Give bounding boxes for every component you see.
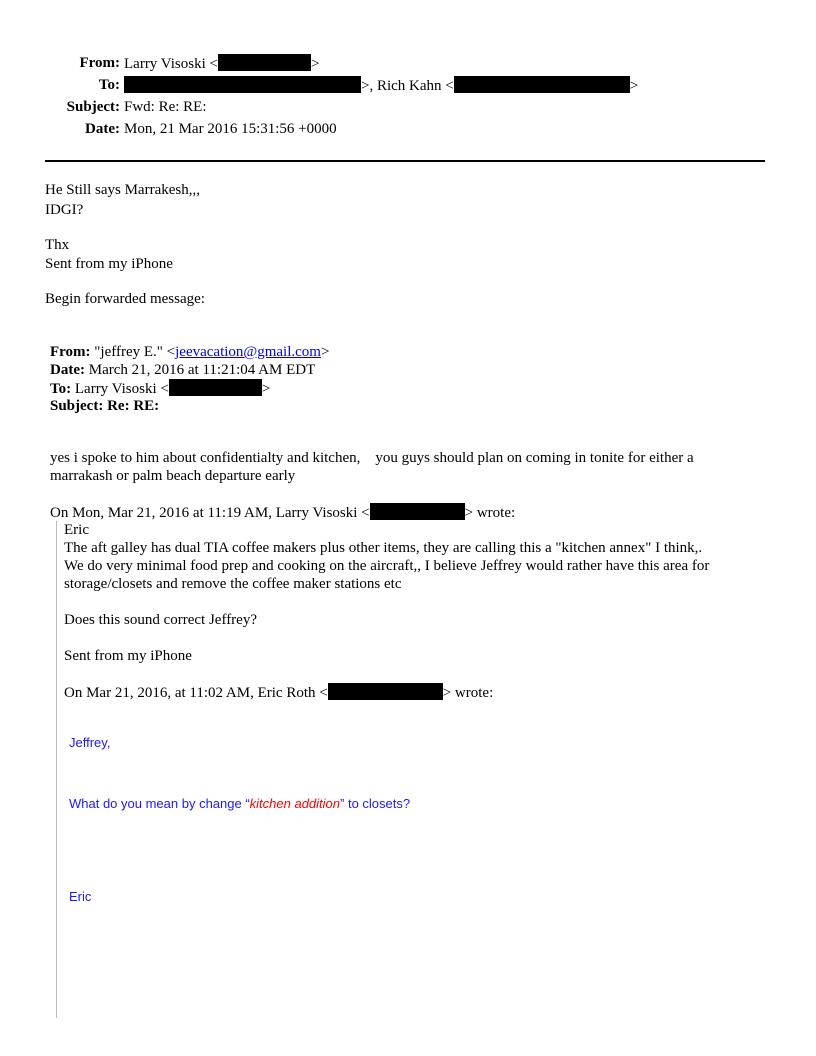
fwd-date xyxy=(50,361,315,379)
fwd-to xyxy=(50,379,270,398)
quote2-signature: Eric xyxy=(69,889,92,904)
date-value: Mon, 21 Mar 2016 15:31:56 +0000 xyxy=(124,121,337,137)
date-label: Date: xyxy=(85,121,120,137)
fwd-date-value: March 21, 2016 at 11:21:04 AM EDT xyxy=(88,362,316,378)
redaction xyxy=(218,54,311,71)
redaction xyxy=(370,503,465,520)
question-text-end: ” to closets? xyxy=(340,796,411,811)
fwd-subject-value: Re: RE: xyxy=(107,398,160,414)
attribution-end: > wrote: xyxy=(464,505,516,521)
quote-line: storage/closets and remove the coffee maker stations etc xyxy=(64,576,402,592)
fwd-from-email-link[interactable]: jeevacation@gmail.com xyxy=(175,344,321,360)
body-line: Thx xyxy=(45,237,70,253)
redaction xyxy=(328,683,443,700)
quote-attribution xyxy=(50,503,515,522)
bracket: > xyxy=(310,56,320,72)
to-label: To: xyxy=(98,77,120,93)
fwd-date-label: Date: xyxy=(50,362,85,378)
quote-line: The aft galley has dual TIA coffee makers plus other items, they are calling this a "kitchen annex" I think,. xyxy=(64,540,703,556)
bracket: > xyxy=(261,381,271,397)
to-separator: >, Rich Kahn < xyxy=(361,78,454,94)
quote-line: We do very minimal food prep and cooking on the aircraft,, I believe Jeffrey would rather have this area for xyxy=(64,558,710,574)
quote-attribution-2 xyxy=(64,683,493,702)
from-label: From: xyxy=(79,55,120,71)
subject-label: Subject: xyxy=(66,99,120,115)
header-divider xyxy=(45,160,765,162)
fwd-subject xyxy=(50,397,159,415)
attribution-end: > wrote: xyxy=(442,685,494,701)
body-line: IDGI? xyxy=(45,202,84,218)
from-name: Larry Visoski < xyxy=(124,56,218,72)
bracket: > xyxy=(320,344,330,360)
fwd-from xyxy=(50,343,329,361)
bracket: > xyxy=(629,78,639,94)
quote-line: Sent from my iPhone xyxy=(64,648,192,664)
body-line: He Still says Marrakesh,,, xyxy=(45,182,200,198)
redaction xyxy=(169,379,262,396)
from-value xyxy=(124,54,319,73)
body-line: Sent from my iPhone xyxy=(45,256,173,272)
fwd-from-label: From: xyxy=(50,344,91,360)
fwd-to-label: To: xyxy=(50,381,72,397)
quote-line: Eric xyxy=(64,522,89,538)
reply-line: yes i spoke to him about confidentialty and kitchen, you guys should plan on coming in tonite for either a xyxy=(50,450,694,466)
fwd-to-value: Larry Visoski < xyxy=(74,381,169,397)
question-text: What do you mean by change “ xyxy=(69,796,250,811)
quote-bar xyxy=(56,521,57,1018)
redaction xyxy=(454,76,630,93)
quote2-question xyxy=(69,796,410,812)
attribution-text: On Mon, Mar 21, 2016 at 11:19 AM, Larry Visoski < xyxy=(50,505,370,521)
redaction xyxy=(124,76,361,93)
body-line: Begin forwarded message: xyxy=(45,291,205,307)
subject-value: Fwd: Re: RE: xyxy=(124,99,207,115)
to-value xyxy=(124,76,638,95)
reply-line: marrakash or palm beach departure early xyxy=(50,468,296,484)
attribution-text: On Mar 21, 2016, at 11:02 AM, Eric Roth < xyxy=(64,685,328,701)
quote-line: Does this sound correct Jeffrey? xyxy=(64,612,257,628)
fwd-subject-label: Subject: xyxy=(50,398,104,414)
quote2-greeting: Jeffrey, xyxy=(69,735,111,750)
fwd-from-name: "jeffrey E." < xyxy=(94,344,176,360)
question-emphasis: kitchen addition xyxy=(249,796,341,811)
